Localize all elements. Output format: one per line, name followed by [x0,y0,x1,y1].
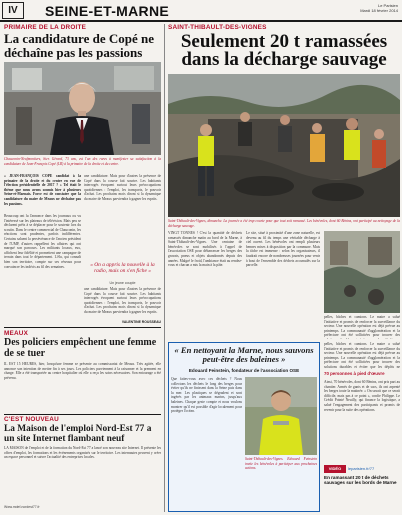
rubric-nouveau: C'EST NOUVEAU [4,416,59,423]
body-cope-col2: une candidature. Mais pour d'autres la présence de Copé dans la course fait sourire. Les habitants interrogés évoquent surtout leurs préoccupations quotidiennes : l'emploi, les transports, le pouvoir d'achat. Les prochains mois diront si la dynamique du maire de Meaux parviendra à gagner les esprits. [84,174,161,201]
nouveau-rule [4,414,161,415]
pull-quote-cope: « On a appris la nouvelle à la radio, mais on s'en fiche » [90,262,155,274]
region-title: SEINE-ET-MARNE [45,3,169,19]
pull-quote-source: Un jeune couple [109,281,136,285]
photo-edouard-feinstein [245,377,317,455]
issue-date: Mardi 18 février 2014 [360,8,398,13]
side-column-intro: pelles, bâches et camions. Le maire a salué l'initiative et promis de renforcer la surveillance du secteur. Une nouvelle opération est déjà prévue au printemps. La communauté d'agglomération et la préfecture ont été sollicitées pour trouver des solutions durables et éviter que les dépôts ne [324,342,400,369]
masthead-rule [0,20,402,22]
headline-nouveau: La Maison de l'emploi Nord-Est 77 a un site Internet flambant neuf [4,424,152,444]
headline-decharge: Seulement 20 t ramassées dans la décharge sauvage [180,31,388,70]
video-description: En ramassant 20 t de déchets sauvages sur les bords de Marne [324,475,397,486]
meaux-rule [4,327,161,328]
photo-caption-feinstein: Saint-Thibault-des-Vignes. Edouard Feinstein invite les bénévoles à participer aux prochaines actions. [245,457,317,471]
video-badge[interactable]: VIDÉO [324,465,346,473]
mall-scene-illustration [4,62,161,155]
text-interview: Que faites-vous avec ces déchets ? Nous collectons les déchets le long des berges pour éviter qu'ils ne finissent dans la Seine puis dans la mer. Les plastiques se dégradent et sont ingérés par les animaux marins, jusqu'aux baleines. Chaque geste compte et nous voulons montrer qu'il est possible d'agir localement pour protéger l'océan. [171,377,242,414]
river-illustration [324,231,400,313]
headline-interview: « En nettoyant la Marne, nous sauvons peut-être des baleines » [174,345,314,364]
photo-cleanup-volunteers [168,74,400,217]
portrait-illustration [245,377,317,455]
subhead-interview: Edouard Feinstein, fondateur de l'association OSE [188,368,300,373]
cleanup-scene-illustration [168,74,400,217]
byline-nouveau: Www.mdef-nordest77.fr [4,505,40,509]
teaser-70-personnes: 70 personnes à pied d'œuvre [324,371,385,376]
decharge-col3: pelles, bâches et camions. Le maire a salué l'initiative et promis de renforcer la surveillance du secteur. Une nouvelle opération est déjà prévue au printemps. La communauté d'agglomération et la préfecture ont été sollicitées pour trouver des [324,315,400,338]
body-cope-col2b: une candidature. Mais pour d'autres la présence de Copé dans la course fait sourire. Les habitants interrogés évoquent surtout leurs préoccupations quotidiennes : l'emploi, les transports, le pouvoir d'achat. Les prochains mois diront si la dynamique du maire de Meaux parviendra à gagner les esprits. [84,287,161,314]
headline-meaux: Des policiers empêchent une femme de se tuer [4,337,157,359]
decharge-col2: Le site, situé à proximité d'une zone naturelle, est devenu au fil du temps une véritable décharge à ciel ouvert. Les bénévoles ont rempli plusieurs bennes mises à disposition par la commune. Mais la tâche est immense : selon les organisateurs, il faudrait encore de nombreuses journées pour venir à bout de l'ensemble des déchets accumulés sur la parcelle. [246,231,320,268]
rubric-meaux: MEAUX [4,330,29,337]
photo-caption-cope: Chauconin-Neufmontiers, hier. Gérard, 73 ans, est l'un des rares à manifester sa satisfaction à la candidature de Jean-François Copé (LR) à la primaire de la droite et du centre. [4,157,161,166]
newspaper-name: Le Parisien [377,3,398,8]
photo-river-waste [324,231,400,313]
page-number: IV [2,2,24,19]
text-nouveau: LA MAISON de l'emploi et de la formation du Nord-Est 77 a lancé son nouveau site Internet. Il présente les offres d'emploi, les formations et les événements organisés sur le territoire. Les internautes peuvent y créer un espace personnel et suivre l'actualité des entreprises locales. [4,446,161,460]
photo-cope-supporter [4,62,161,155]
column-divider [164,24,165,512]
byline-cope: VALENTINE ROUSSEAU [121,320,161,324]
body-cope-col1: Beaucoup ont lu l'annonce dans les journaux ou vu l'intéressé sur les plateaux de télévision. Mais peu se déclarent prêts à se déplacer pour le soutenir lors du scrutin. Dans le centre commercial de Chauconin, les réactions sont prudentes, parfois indifférentes. Certains saluent la persévérance de l'ancien président de l'UMP, d'autres rappellent les affaires qui ont marqué son parcours. Les militants locaux, eux, affichent leur fidélité et promettent une campagne de terrain dans tout le département. L'élu, qui connaît bien son territoire, compte sur ses réseaux pour convaincre les indécis au fil des semaines. [4,214,81,269]
text-meaux: IL EST 15 HEURES, hier, lorsqu'une femme se présente au commissariat de Meaux. Très agitée, elle annonce son intention de mettre fin à ses jours. Les policiers parviennent à la raisonner et la prennent en charge. Elle a été transportée au centre hospitalier où elle a reçu les soins nécessaires. Son entourage a été prévenu. [4,362,161,380]
decharge-col1: VINGT TONNES ! C'est la quantité de déchets ramassés dimanche matin au bord de la Marne, à Saint-Thibault-des-Vignes. Une centaine de bénévoles se sont mobilisés à l'appel de l'association OSE pour débarrasser les berges des gravats, pneus et objets abandonnés depuis des années. Malgré le froid, l'ambiance était au rendez-vous et chacun a mis la main à la pâte. [168,231,242,268]
headline-cope: La candidature de Copé ne déchaîne pas les passions [4,31,154,60]
lead-cope: « JEAN-FRANÇOIS COPÉ candidat à la primaire de la droite et du centre en vue de l'élection présidentielle de 2017 ? » Tel était le thème que nous avons soumis hier à plusieurs Seine-et-Marnais. Force est de constater que la candidature du maire de Meaux ne déchaîne pas les passions. [4,174,81,206]
rubric-saint-thibault: SAINT-THIBAULT-DES-VIGNES [168,24,267,31]
text-70-personnes: Ainsi, 70 bénévoles, dont 60 Bénins, ont pris part au chantier. Armés de gants et de sacs, ils ont arpenté les berges toute la matinée. « On savait que ce serait difficile, mais pas à ce point », confie Philippe. Le Crédit Pointé Neuilly, qui finance la logistique, a salué l'engagement des participants et promis de revenir pour la suite des opérations. [324,380,400,412]
rubric-primaire: PRIMAIRE DE LA DROITE [4,24,87,31]
photo-caption-decharge: Saint-Thibault-des-Vignes, dimanche. La journée a été trop courte pour que tout soit ramassé. Les bénévoles, dont 60 Bénins, ont participé au nettoyage de la décharge sauvage. [168,219,400,228]
video-site-link[interactable]: leparisien.fr/77 [348,466,375,471]
